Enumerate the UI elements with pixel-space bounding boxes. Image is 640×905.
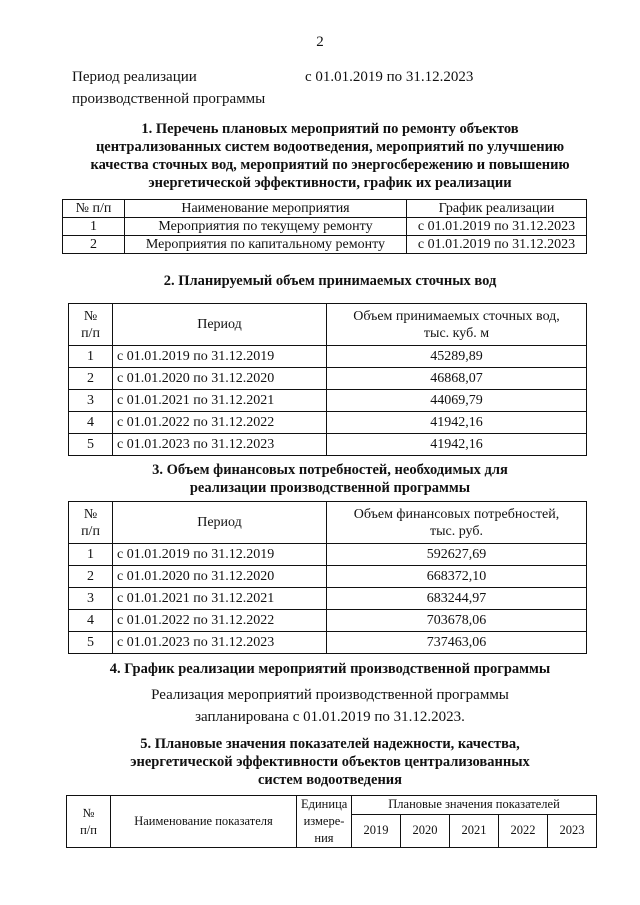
activities-table bbox=[62, 199, 587, 254]
row-num: 2 bbox=[69, 368, 113, 390]
header-num bbox=[67, 796, 111, 848]
header-schedule: График реализации bbox=[407, 200, 587, 218]
row-num: 4 bbox=[69, 610, 113, 632]
section5-title-line: систем водоотведения bbox=[257, 772, 403, 788]
header-unit bbox=[297, 796, 352, 848]
header-year: 2019 bbox=[352, 814, 401, 847]
section2-title: 2. Планируемый объем принимаемых сточных вод bbox=[163, 273, 497, 289]
table-header-row bbox=[69, 304, 587, 346]
period-label-line2: производственной программы bbox=[72, 91, 266, 107]
section3-title-line: 3. Объем финансовых потребностей, необходимых для bbox=[152, 462, 508, 478]
header-financial-line1: Объем финансовых потребностей, bbox=[353, 506, 560, 522]
row-volume: 44069,79 bbox=[327, 390, 587, 412]
row-financial-needs: 668372,10 bbox=[327, 566, 587, 588]
table-row bbox=[69, 434, 587, 456]
row-period: с 01.01.2023 по 31.12.2023 bbox=[113, 632, 327, 654]
row-period: с 01.01.2020 по 31.12.2020 bbox=[113, 566, 327, 588]
row-financial-needs: 683244,97 bbox=[327, 588, 587, 610]
section3-title-line: реализации производственной программы bbox=[189, 480, 471, 496]
indicators-table bbox=[66, 795, 597, 848]
row-period: с 01.01.2022 по 31.12.2022 bbox=[113, 412, 327, 434]
table-header-row bbox=[67, 796, 597, 815]
period-label bbox=[72, 66, 292, 110]
row-num: 1 bbox=[69, 346, 113, 368]
section5-title-line: энергетической эффективности объектов централизованных bbox=[130, 754, 530, 770]
header-year: 2023 bbox=[548, 814, 597, 847]
table-row bbox=[69, 544, 587, 566]
period-label-line1: Период реализации bbox=[72, 69, 197, 85]
row-num: 4 bbox=[69, 412, 113, 434]
row-num: 2 bbox=[69, 566, 113, 588]
row-schedule: с 01.01.2019 по 31.12.2023 bbox=[407, 218, 587, 236]
table-row bbox=[69, 610, 587, 632]
header-volume-line1: Объем принимаемых сточных вод, bbox=[353, 308, 560, 324]
wastewater-volume-table bbox=[68, 303, 587, 456]
section4-text-line1: Реализация мероприятий производственной программы bbox=[151, 687, 509, 703]
header-num-line1: № bbox=[83, 308, 98, 324]
header-num: № п/п bbox=[63, 200, 125, 218]
header-num-line1: № bbox=[82, 805, 95, 820]
header-activity-name: Наименование мероприятия bbox=[125, 200, 407, 218]
row-period: с 01.01.2021 по 31.12.2021 bbox=[113, 390, 327, 412]
table-row bbox=[69, 588, 587, 610]
row-financial-needs: 703678,06 bbox=[327, 610, 587, 632]
section1-title-line: 1. Перечень плановых мероприятий по ремонту объектов bbox=[141, 121, 519, 137]
header-num-line2: п/п bbox=[81, 523, 100, 539]
header-year: 2020 bbox=[401, 814, 450, 847]
row-volume: 45289,89 bbox=[327, 346, 587, 368]
section1-title-line: энергетической эффективности, график их реализации bbox=[148, 175, 512, 191]
row-financial-needs: 592627,69 bbox=[327, 544, 587, 566]
header-num-line2: п/п bbox=[80, 822, 97, 837]
header-volume-line2: тыс. куб. м bbox=[423, 325, 490, 341]
table-row bbox=[63, 218, 587, 236]
row-num: 3 bbox=[69, 390, 113, 412]
row-num: 5 bbox=[69, 434, 113, 456]
row-activity-name: Мероприятия по капитальному ремонту bbox=[125, 236, 407, 254]
table-row bbox=[69, 412, 587, 434]
row-volume: 46868,07 bbox=[327, 368, 587, 390]
header-indicator-name: Наименование показателя bbox=[111, 796, 297, 848]
header-num-line1: № bbox=[83, 506, 98, 522]
row-num: 1 bbox=[69, 544, 113, 566]
table-row bbox=[69, 632, 587, 654]
section1-title-line: централизованных систем водоотведения, мероприятий по улучшению bbox=[95, 139, 565, 155]
table-row bbox=[69, 390, 587, 412]
row-period: с 01.01.2019 по 31.12.2019 bbox=[113, 346, 327, 368]
row-schedule: с 01.01.2019 по 31.12.2023 bbox=[407, 236, 587, 254]
row-num: 1 bbox=[63, 218, 125, 236]
section1-title-line: качества сточных вод, мероприятий по энергосбережению и повышению bbox=[90, 157, 570, 173]
header-unit-line3: ния bbox=[314, 831, 334, 845]
row-num: 2 bbox=[63, 236, 125, 254]
row-period: с 01.01.2022 по 31.12.2022 bbox=[113, 610, 327, 632]
table-header-row bbox=[63, 200, 587, 218]
header-unit-line2: измере- bbox=[303, 814, 345, 828]
header-period: Период bbox=[113, 304, 327, 346]
header-num bbox=[69, 304, 113, 346]
table-row bbox=[63, 236, 587, 254]
table-row bbox=[69, 368, 587, 390]
financial-needs-table bbox=[68, 501, 587, 654]
header-volume bbox=[327, 304, 587, 346]
section4-text bbox=[60, 684, 600, 728]
header-planned-values: Плановые значения показателей bbox=[352, 796, 597, 815]
header-year: 2021 bbox=[450, 814, 499, 847]
header-num-line2: п/п bbox=[81, 325, 100, 341]
section5-title-line: 5. Плановые значения показателей надежности, качества, bbox=[140, 736, 520, 752]
row-volume: 41942,16 bbox=[327, 412, 587, 434]
header-financial-needs bbox=[327, 502, 587, 544]
header-unit-line1: Единица bbox=[301, 797, 348, 811]
period-value: с 01.01.2019 по 31.12.2023 bbox=[305, 69, 474, 85]
row-period: с 01.01.2023 по 31.12.2023 bbox=[113, 434, 327, 456]
header-period: Период bbox=[113, 502, 327, 544]
section1-title bbox=[60, 120, 600, 192]
table-header-row bbox=[69, 502, 587, 544]
row-num: 5 bbox=[69, 632, 113, 654]
section3-title bbox=[60, 461, 600, 497]
row-activity-name: Мероприятия по текущему ремонту bbox=[125, 218, 407, 236]
section4-text-line2: запланирована с 01.01.2019 по 31.12.2023. bbox=[195, 709, 465, 725]
section5-title bbox=[60, 735, 600, 789]
table-row bbox=[69, 346, 587, 368]
row-financial-needs: 737463,06 bbox=[327, 632, 587, 654]
row-period: с 01.01.2021 по 31.12.2021 bbox=[113, 588, 327, 610]
row-num: 3 bbox=[69, 588, 113, 610]
row-volume: 41942,16 bbox=[327, 434, 587, 456]
header-num bbox=[69, 502, 113, 544]
row-period: с 01.01.2019 по 31.12.2019 bbox=[113, 544, 327, 566]
header-financial-line2: тыс. руб. bbox=[430, 523, 483, 539]
section4-title: 4. График реализации мероприятий производственной программы bbox=[109, 661, 551, 677]
page-number: 2 bbox=[316, 34, 324, 50]
row-period: с 01.01.2020 по 31.12.2020 bbox=[113, 368, 327, 390]
table-row bbox=[69, 566, 587, 588]
header-year: 2022 bbox=[499, 814, 548, 847]
